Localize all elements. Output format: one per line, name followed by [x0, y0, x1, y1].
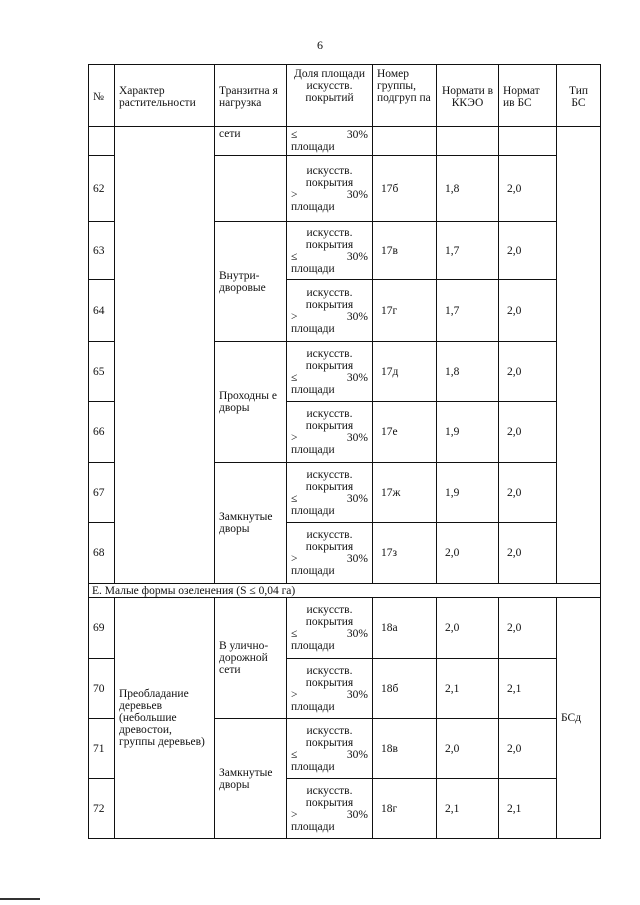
row-bs: 2,0 [499, 719, 557, 779]
share-cmp: > [291, 688, 298, 701]
share-cmp-line [289, 129, 370, 141]
share-cmp: ≤ [291, 492, 298, 505]
row-num: 63 [89, 222, 115, 280]
share-cmp: > [291, 310, 298, 323]
cell-share [287, 342, 373, 402]
row-num: 71 [89, 719, 115, 779]
share-pct: 30% [346, 748, 368, 761]
share-line1: искусств. [306, 164, 353, 177]
header-character: Характер растительности [115, 65, 215, 127]
share-cmp: ≤ [291, 748, 298, 761]
row-bs: 2,0 [499, 342, 557, 402]
share-line1: искусств. [306, 286, 353, 299]
share-cmp: ≤ [291, 371, 298, 384]
share-cmp: ≤ [291, 250, 298, 263]
share-line2: покрытия [305, 359, 354, 372]
row-num: 64 [89, 280, 115, 342]
share-pct: 30% [346, 188, 368, 201]
row-kkeo: 2,1 [437, 659, 499, 719]
share-cmp-line [289, 809, 370, 821]
share-line1: искусств. [306, 724, 353, 737]
row-bs: 2,0 [499, 280, 557, 342]
cell-type-empty [557, 127, 601, 584]
share-area: площади [291, 262, 335, 275]
share-pct: 30% [346, 492, 368, 505]
cell-transit-pass: Проходны е дворы [215, 342, 287, 463]
cell-share [287, 402, 373, 463]
row-kkeo: 1,9 [437, 402, 499, 463]
row-bs: 2,0 [499, 402, 557, 463]
share-area: площади [291, 141, 335, 153]
share-line2: покрытия [305, 238, 354, 251]
cell-share [287, 222, 373, 280]
share-pct: 30% [346, 310, 368, 323]
share-cmp-line [289, 493, 370, 505]
header-group: Номер группы, подгруп па [373, 65, 437, 127]
share-line1: искусств. [306, 347, 353, 360]
share-line2: покрытия [305, 736, 354, 749]
share-cmp: ≤ [291, 129, 298, 141]
share-area: площади [291, 820, 335, 833]
cell-share [287, 156, 373, 222]
cell-share [287, 779, 373, 839]
row-group: 17в [373, 222, 437, 280]
row-bs: 2,0 [499, 463, 557, 523]
row-group: 18г [373, 779, 437, 839]
cell-share [287, 719, 373, 779]
share-cmp: > [291, 808, 298, 821]
row-group: 18б [373, 659, 437, 719]
cell-transit-carry: сети [215, 127, 287, 156]
share-cmp-line [289, 749, 370, 761]
share-pct: 30% [346, 553, 368, 565]
share-pct: 30% [346, 688, 368, 701]
header-num: № [89, 65, 115, 127]
row-kkeo: 1,7 [437, 280, 499, 342]
row-bs: 2,0 [499, 598, 557, 659]
share-area: площади [291, 383, 335, 396]
cell-transit-inner: Внутри- дворовые [215, 222, 287, 342]
share-area: площади [291, 760, 335, 773]
cell-group-empty [373, 127, 437, 156]
row-kkeo: 2,0 [437, 719, 499, 779]
share-line2: покрытия [305, 176, 354, 189]
share-pct: 30% [346, 432, 368, 444]
cell-transit-closed: Замкнутые дворы [215, 463, 287, 584]
share-pct: 30% [346, 808, 368, 821]
cell-character-empty [115, 127, 215, 584]
share-area: площади [291, 565, 335, 577]
share-line2: покрытия [305, 541, 354, 553]
share-line1: искусств. [306, 664, 353, 677]
cell-transit-street: В улично- дорожной сети [215, 598, 287, 719]
share-cmp-line [289, 432, 370, 444]
share-cmp-line [289, 189, 370, 201]
share-cmp-line [289, 311, 370, 323]
row-kkeo: 2,1 [437, 779, 499, 839]
share-line2: покрытия [305, 676, 354, 689]
row-num: 67 [89, 463, 115, 523]
cell-share [287, 523, 373, 584]
header-share: Доля площади искусств. покрытий [287, 65, 373, 127]
share-cmp-line [289, 628, 370, 640]
cell-character-e: Преобладание деревьев (небольшие древостои, группы деревьев) [115, 598, 215, 839]
row-bs: 2,0 [499, 156, 557, 222]
share-line2: покрытия [305, 616, 354, 628]
share-area: площади [291, 640, 335, 652]
cell-type-e: БСд [557, 598, 601, 839]
cell-share-carry [287, 127, 373, 156]
row-kkeo: 2,0 [437, 598, 499, 659]
share-line1: искусств. [306, 226, 353, 239]
header-norm-kkeo: Нормати в ККЭО [437, 65, 499, 127]
share-area: площади [291, 504, 335, 517]
section-row [89, 584, 601, 598]
share-area: площади [291, 700, 335, 713]
row-group: 17б [373, 156, 437, 222]
cell-kkeo-empty [437, 127, 499, 156]
share-cmp-line [289, 689, 370, 701]
row-kkeo: 1,9 [437, 463, 499, 523]
share-line2: покрытия [305, 420, 354, 432]
row-group: 17ж [373, 463, 437, 523]
table-row [89, 598, 601, 659]
share-line1: искусств. [306, 604, 353, 616]
cell-share [287, 280, 373, 342]
row-kkeo: 1,7 [437, 222, 499, 280]
row-kkeo: 1,8 [437, 342, 499, 402]
norms-table [88, 64, 601, 839]
share-line2: покрытия [305, 298, 354, 311]
header-type-bs: Тип БС [557, 65, 601, 127]
cell-share [287, 598, 373, 659]
header-norm-bs: Нормат ив БС [499, 65, 557, 127]
share-area: площади [291, 200, 335, 213]
row-group: 18а [373, 598, 437, 659]
row-kkeo: 1,8 [437, 156, 499, 222]
share-line2: покрытия [305, 796, 354, 809]
header-transit: Транзитна я нагрузка [215, 65, 287, 127]
section-title: Е. Малые формы озеленения (S ≤ 0,04 га) [89, 584, 601, 598]
cell-num-empty [89, 127, 115, 156]
row-num: 66 [89, 402, 115, 463]
share-pct: 30% [346, 371, 368, 384]
share-cmp: > [291, 432, 298, 444]
row-group: 17г [373, 280, 437, 342]
cell-share [287, 659, 373, 719]
cell-bs-empty [499, 127, 557, 156]
row-bs: 2,0 [499, 222, 557, 280]
row-num: 69 [89, 598, 115, 659]
share-line1: искусств. [306, 529, 353, 541]
cell-transit-empty [215, 156, 287, 222]
page-edge-mark [0, 898, 40, 900]
share-cmp: ≤ [291, 628, 298, 640]
share-line1: искусств. [306, 784, 353, 797]
row-kkeo: 2,0 [437, 523, 499, 584]
share-cmp: > [291, 188, 298, 201]
cell-share [287, 463, 373, 523]
row-group: 18в [373, 719, 437, 779]
share-cmp-line [289, 372, 370, 384]
row-bs: 2,0 [499, 523, 557, 584]
row-bs: 2,1 [499, 659, 557, 719]
row-num: 62 [89, 156, 115, 222]
share-pct: 30% [346, 628, 368, 640]
row-group: 17д [373, 342, 437, 402]
share-line2: покрытия [305, 480, 354, 493]
row-num: 68 [89, 523, 115, 584]
share-line1: искусств. [306, 468, 353, 481]
share-cmp-line [289, 553, 370, 565]
share-pct: 30% [346, 250, 368, 263]
share-cmp-line [289, 251, 370, 263]
table-row-carry [89, 127, 601, 156]
share-pct: 30% [346, 129, 368, 141]
row-num: 65 [89, 342, 115, 402]
row-group: 17з [373, 523, 437, 584]
share-area: площади [291, 322, 335, 335]
table-header-row [89, 65, 601, 127]
page-number: 6 [317, 38, 323, 52]
row-num: 72 [89, 779, 115, 839]
row-num: 70 [89, 659, 115, 719]
cell-transit-closed2: Замкнутые дворы [215, 719, 287, 839]
share-line1: искусств. [306, 408, 353, 420]
share-area: площади [291, 444, 335, 456]
share-cmp: > [291, 553, 298, 565]
row-group: 17е [373, 402, 437, 463]
row-bs: 2,1 [499, 779, 557, 839]
